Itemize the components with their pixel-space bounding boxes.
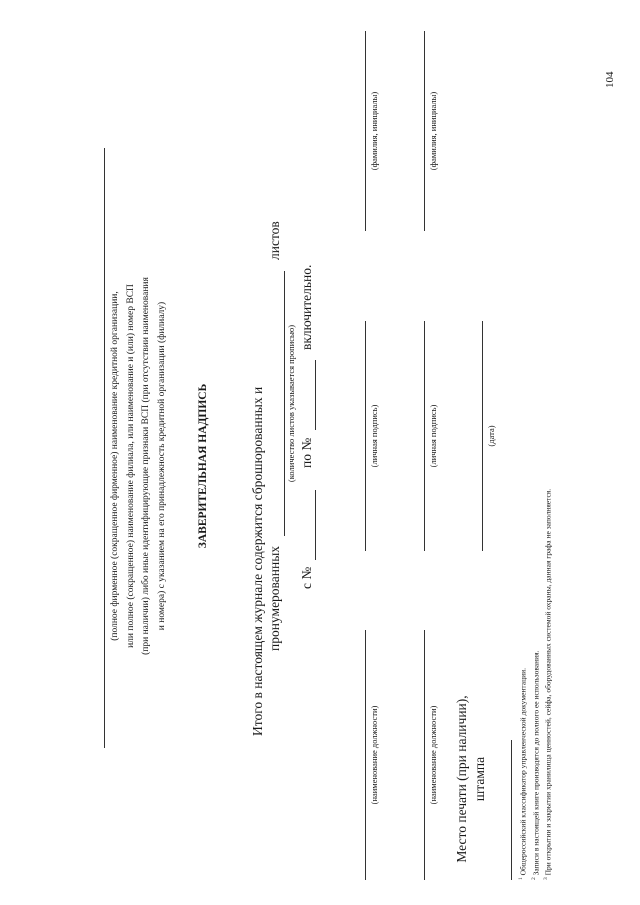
position-line [365,630,366,880]
footnote-mark: 3 [543,877,549,880]
footnote-mark: 1 [518,877,524,880]
signature-caption: (личная подпись) [428,404,438,468]
sheet-count-line [284,271,285,536]
from-number-label: с № [299,566,314,589]
footnote-text: Записи в настоящей книге производятся до полного ее использования. [531,650,540,876]
to-number-label: по № [299,437,314,468]
page-title: ЗАВЕРИТЕЛЬНАЯ НАДПИСЬ [197,383,209,549]
footnote [516,60,529,880]
from-number-line [315,490,316,560]
name-caption: (фамилия, инициалы) [369,91,379,171]
footnote-mark: 2 [530,877,537,880]
summary-line-1: Итого в настоящем журнале содержится сброшюрованных и [250,386,265,736]
signature-line [424,321,425,551]
organization-caption-line: или полное (сокращенное) наименование филиала, или наименование и (или) номер ВСП [125,284,136,648]
footnote [541,60,554,880]
organization-caption-line: (полное фирменное (сокращенное фирменное) наименование кредитной организации, [110,291,120,641]
name-caption: (фамилия, инициалы) [428,91,438,171]
signature-caption: (личная подпись) [369,404,379,468]
organization-caption-line: и номера) с указанием на его принадлежность кредитной организации (филиалу) [156,301,167,631]
seal-text-line: штампа [472,756,487,802]
name-line [424,31,425,231]
seal-text-line: Место печати (при наличии), [454,695,469,863]
position-caption: (наименование должности) [428,705,438,805]
signature-line [365,321,366,551]
footnotes [516,60,554,880]
footnote-text: При открытии и закрытии хранилища ценностей, сейфа, оборудованных системой охраны, данная графа не заполняется. [543,488,553,876]
footnote-text: Общероссийский классификатор управленческой документации. [518,667,528,876]
summary-pronumerovannyh: пронумерованных [267,545,282,651]
footnote [529,60,542,880]
organization-caption-line: (при наличии) либо иные идентифицирующие признаки ВСП (при отсутствии наименования [141,277,151,655]
footnote-separator [511,740,512,880]
to-number-line [315,360,316,430]
date-caption: (дата) [486,425,496,447]
organization-caption [108,136,170,796]
date-line [482,321,483,551]
sheet-count-caption: (количество листов указывается прописью) [286,324,296,483]
rotated-form [20,20,620,886]
summary-listov: листов [267,221,282,260]
inclusive-text: включительно. [299,264,314,350]
position-line [424,630,425,880]
position-caption: (наименование должности) [369,705,379,805]
organization-name-line [104,148,105,748]
seal-place [453,689,489,869]
page-number: 104 [604,71,616,89]
name-line [365,31,366,231]
